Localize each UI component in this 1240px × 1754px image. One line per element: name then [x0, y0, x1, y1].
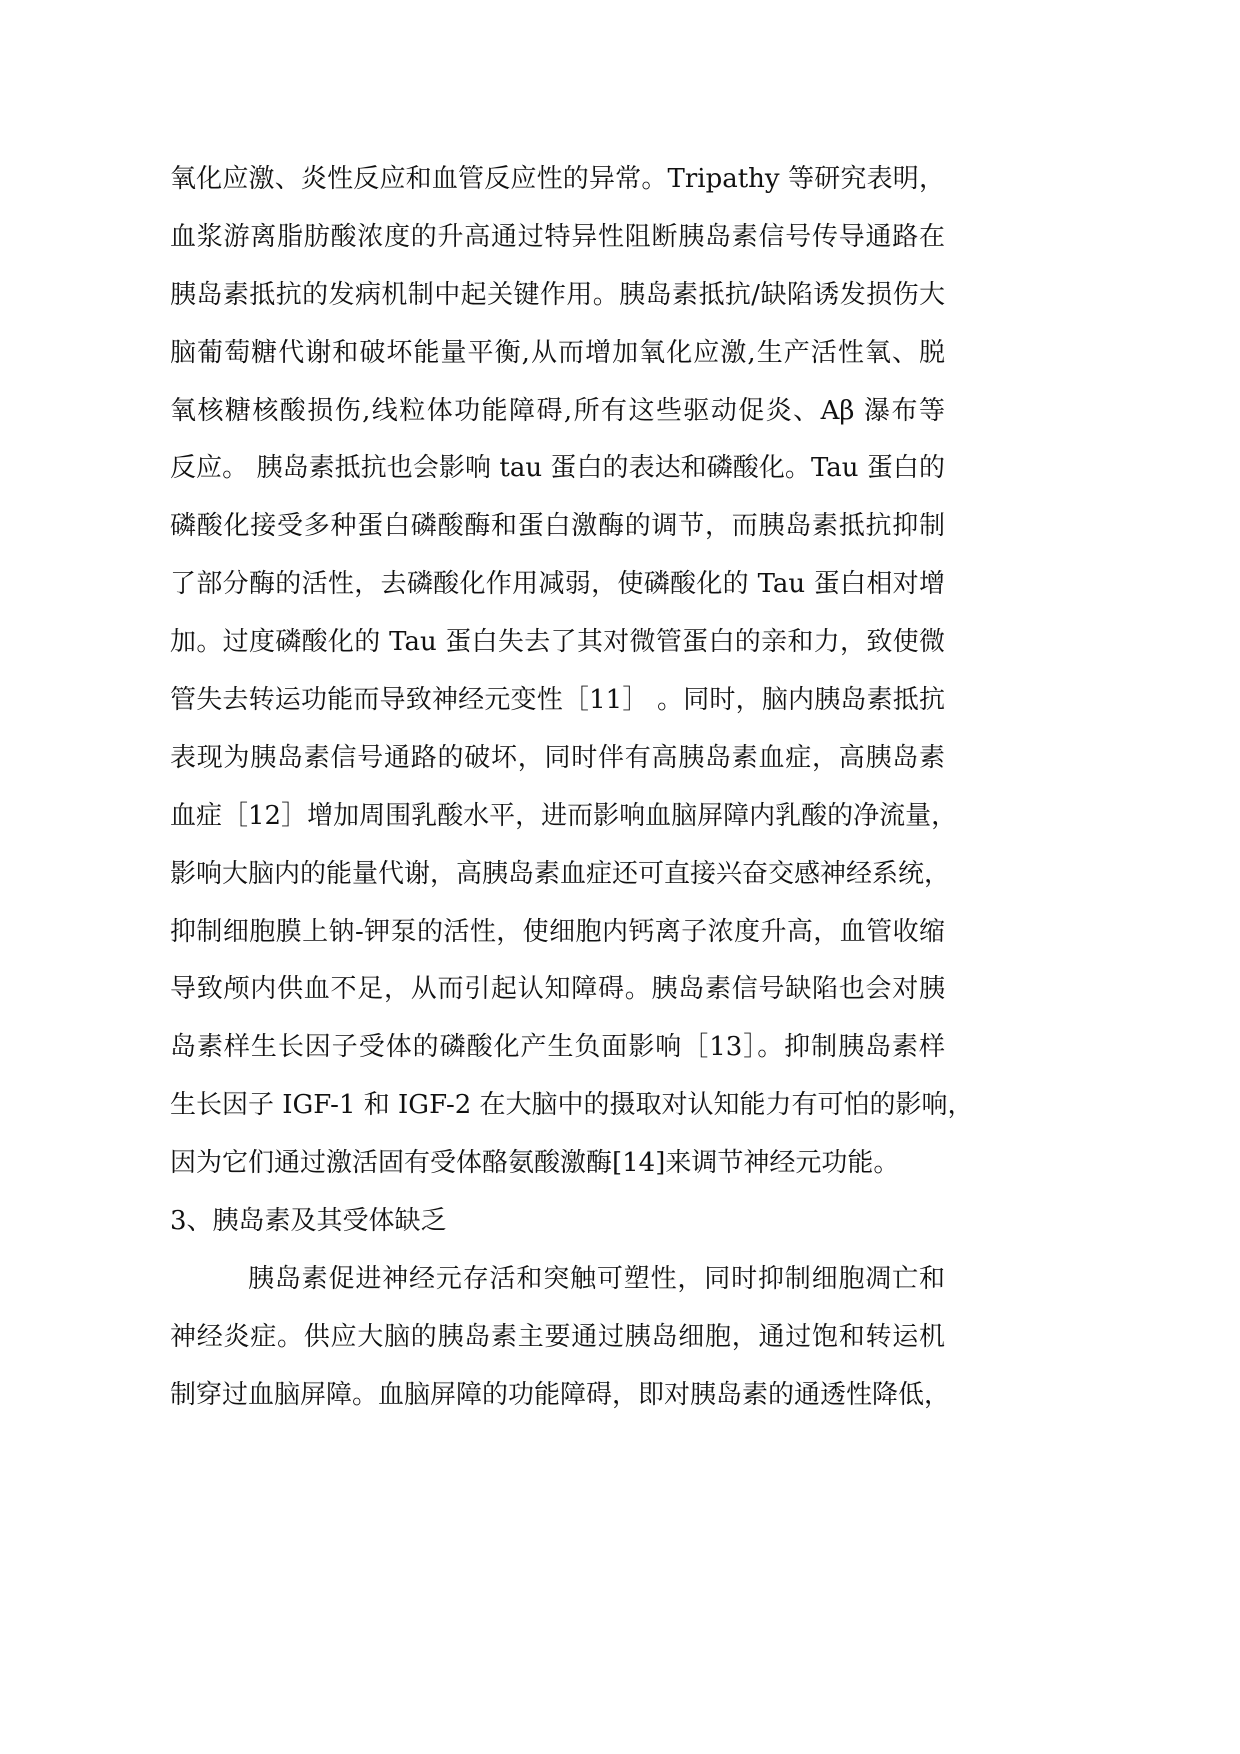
text-line: 制穿过血脑屏障。血脑屏障的功能障碍，即对胰岛素的通透性降低， [170, 1379, 951, 1410]
text-line: 管失去转运功能而导致神经元变性［11］ 。同时，脑内胰岛素抵抗 [170, 685, 945, 716]
paragraph-1 [170, 151, 974, 1193]
text-line: 了部分酶的活性，去磷酸化作用减弱，使磷酸化的 Tau 蛋白相对增 [170, 569, 945, 600]
document-body [170, 151, 974, 1425]
text-line: 抑制细胞膜上钠-钾泵的活性，使细胞内钙离子浓度升高，血管收缩 [170, 916, 945, 947]
text-line: 氧化应激、炎性反应和血管反应性的异常。Tripathy 等研究表明， [170, 164, 945, 194]
text-line: 因为它们通过激活固有受体酪氨酸激酶[14]来调节神经元功能。 [170, 1148, 900, 1179]
paragraph-2 [170, 1251, 951, 1425]
text-line: 血症［12］增加周围乳酸水平，进而影响血脑屏障内乳酸的净流量， [170, 800, 958, 831]
text-line: 胰岛素抵抗的发病机制中起关键作用。胰岛素抵抗/缺陷诱发损伤大 [170, 279, 945, 310]
text-line: 影响大脑内的能量代谢，高胰岛素血症还可直接兴奋交感神经系统， [170, 858, 951, 889]
text-line: 磷酸化接受多种蛋白磷酸酶和蛋白激酶的调节，而胰岛素抵抗抑制 [170, 511, 945, 542]
text-line: 神经炎症。供应大脑的胰岛素主要通过胰岛细胞，通过饱和转运机 [170, 1321, 945, 1352]
text-line: 氧核糖核酸损伤,线粒体功能障碍,所有这些驱动促炎、Aβ 瀑布等 [170, 395, 945, 426]
text-line: 生长因子 IGF-1 和 IGF-2 在大脑中的摄取对认知能力有可怕的影响， [170, 1090, 974, 1121]
text-line: 反应。 胰岛素抵抗也会影响 tau 蛋白的表达和磷酸化。Tau 蛋白的 [170, 453, 945, 484]
text-line: 脑葡萄糖代谢和破坏能量平衡,从而增加氧化应激,生产活性氧、脱 [170, 337, 945, 368]
section-heading: 3、胰岛素及其受体缺乏 [170, 1206, 447, 1237]
text-line: 表现为胰岛素信号通路的破坏，同时伴有高胰岛素血症，高胰岛素 [170, 742, 945, 773]
text-line: 加。过度磷酸化的 Tau 蛋白失去了其对微管蛋白的亲和力，致使微 [170, 627, 945, 658]
text-line: 导致颅内供血不足，从而引起认知障碍。胰岛素信号缺陷也会对胰 [170, 974, 945, 1005]
text-line: 岛素样生长因子受体的磷酸化产生负面影响［13］。抑制胰岛素样 [170, 1032, 945, 1063]
text-line: 血浆游离脂肪酸浓度的升高通过特异性阻断胰岛素信号传导通路在 [170, 221, 945, 252]
text-line: 胰岛素促进神经元存活和突触可塑性，同时抑制细胞凋亡和 [248, 1263, 945, 1294]
